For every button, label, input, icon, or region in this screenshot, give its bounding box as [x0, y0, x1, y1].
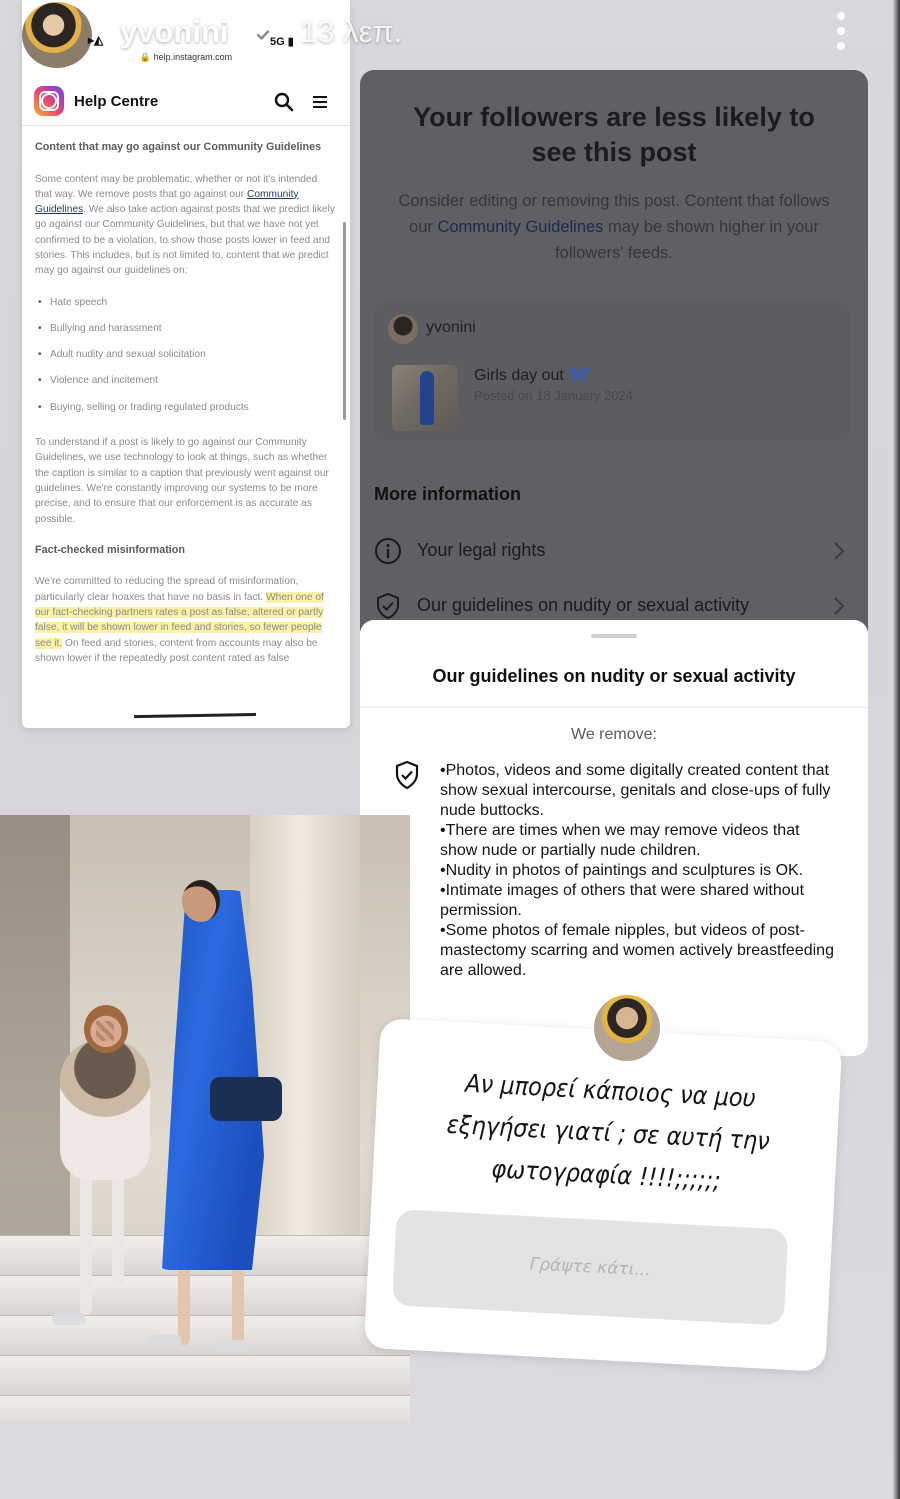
list-item: • Intimate images of others that were shared without permission.: [440, 881, 840, 921]
chevron-right-icon: [832, 596, 846, 616]
post-thumbnail: [392, 365, 458, 431]
community-guidelines-link[interactable]: Community Guidelines: [35, 188, 299, 216]
post-preview[interactable]: [374, 302, 850, 440]
guidelines-bottom-sheet: [360, 620, 868, 1056]
technology-paragraph: To understand if a post is likely to go against our Community Guidelines, we use technology to look at things, such as whether the caption is similar to a caption that previously went against our guidelines. We're constantly improving our systems to be more precise, and to ensure that our enforcement is as accurate as possible.: [35, 437, 329, 525]
answer-input[interactable]: Γράψτε κάτι...: [392, 1209, 788, 1325]
sheet-drag-handle[interactable]: [591, 634, 637, 638]
avatar: [388, 314, 418, 344]
fact-check-paragraph: We're committed to reducing the spread of misinformation, particularly clear hoaxes that have no basis in fact. When one of our fact-checking partners rates a post as false, altered or partly false, it will be shown lower in feed and stories, so fewer people see it. On feed and stories, content from accounts may also be shown lower if the repeatedly post content rated as false: [35, 576, 324, 664]
story-header: [0, 0, 900, 70]
list-item: • Buying, selling or trading regulated products: [35, 400, 337, 415]
community-guidelines-link[interactable]: Community Guidelines: [437, 218, 604, 236]
status-icons: ▸◭: [88, 33, 104, 47]
intro-paragraph: Some content may be problematic, whether or not it's intended that way. We remove posts that go against our Community Guidelines. We also take action against posts that we predict likely go against our Community Guidelines, but that we have not yet confirmed to be a violation, to show those posts lower in feed and stories. This includes, but is not limited to, content that we predict may go against our guidelines on:: [35, 173, 335, 277]
post-date: Posted on 18 January 2024: [474, 388, 634, 403]
more-options-icon[interactable]: [832, 10, 850, 52]
notice-title: Your followers are less likely to see this post: [413, 102, 815, 167]
butterfly-icon: [568, 366, 590, 382]
question-sticker[interactable]: [364, 1018, 843, 1372]
fact-check-heading: Fact-checked misinformation: [35, 543, 185, 556]
girl-leg: [80, 1175, 92, 1315]
list-item: • There are times when we may remove videos that show nude or partially nude children.: [440, 821, 840, 861]
marble-column: [250, 815, 360, 1235]
strike-mark: [134, 713, 256, 718]
more-information-heading: More information: [374, 484, 521, 504]
stair-step: [0, 1355, 410, 1395]
list-item: • Nudity in photos of paintings and sculptures is OK.: [440, 861, 840, 881]
clutch-bag: [210, 1077, 282, 1121]
row-label: Our guidelines on nudity or sexual activity: [417, 595, 750, 615]
stair-step: [0, 1395, 410, 1422]
nudity-guidelines-row[interactable]: [374, 588, 854, 622]
list-item: • Adult nudity and sexual solicitation: [35, 347, 337, 362]
chevron-right-icon: [832, 541, 846, 561]
story-photo: [0, 815, 410, 1422]
story-username[interactable]: yvonini: [120, 14, 229, 49]
url-bar: 🔒 help.instagram.com: [139, 52, 233, 62]
sticker-question: Αν μπορεί κάποιος να μου εξηγήσει γιατί ; σε αυτή την φωτογραφία !!!!;;;;;;: [446, 1068, 771, 1196]
sheet-subtitle: We remove:: [571, 726, 657, 743]
list-item: • Photos, videos and some digitally created content that show sexual intercourse, genitals and close-ups of fully nude buttocks.: [440, 761, 840, 821]
scrollbar[interactable]: [343, 222, 346, 420]
girl-figure: [60, 1040, 150, 1180]
help-title: Help Centre: [74, 93, 159, 110]
row-label: Your legal rights: [417, 540, 546, 560]
list-item: • Some photos of female nipples, but videos of post-mastectomy scarring and women actively breastfeeding are allowed.: [440, 921, 840, 981]
network-indicator: 5G ▮: [270, 36, 294, 48]
shield-check-icon: [374, 592, 402, 620]
legal-rights-row[interactable]: [374, 533, 854, 567]
woman-head: [182, 880, 220, 922]
shoe: [214, 1340, 248, 1352]
screen-edge: [892, 0, 900, 1499]
highlighted-text: When one of our fact-checking partners rates a post as false, altered or partly false, it will be shown lower in feed and stories, so fewer people see it.: [35, 591, 324, 649]
search-icon[interactable]: [274, 92, 294, 112]
removal-rules-list: [440, 761, 840, 981]
help-centre-screenshot: [22, 0, 350, 728]
list-item: • Bullying and harassment: [35, 321, 337, 336]
sticker-avatar: [592, 993, 662, 1063]
list-item: • Violence and incitement: [35, 373, 337, 388]
story-avatar[interactable]: [22, 2, 92, 68]
blurred-face: [96, 1021, 114, 1041]
story-time: 13 λεπ.: [300, 14, 403, 49]
post-caption: Girls day out: [474, 366, 590, 385]
shoe: [148, 1335, 182, 1347]
instagram-logo-icon: [34, 86, 64, 116]
guidelines-list: [35, 295, 337, 415]
shield-check-icon: [394, 760, 420, 790]
help-article: [35, 140, 337, 682]
girl-leg: [112, 1175, 124, 1285]
menu-icon[interactable]: [312, 94, 328, 110]
reduced-reach-notice: [360, 70, 868, 660]
shoe: [52, 1313, 86, 1325]
sheet-title: Our guidelines on nudity or sexual activity: [432, 666, 796, 686]
help-nav-bar: [22, 78, 350, 126]
doorway: [0, 815, 70, 1235]
list-item: • Hate speech: [35, 295, 337, 310]
post-username: yvonini: [426, 319, 476, 336]
info-icon: [374, 537, 402, 565]
section-heading: Content that may go against our Community Guidelines: [35, 141, 322, 153]
stair-step: [0, 1275, 410, 1315]
notice-description: Consider editing or removing this post. Content that follows our Community Guidelines may be shown higher in your followers' feeds.: [398, 192, 830, 262]
divider: [360, 707, 868, 708]
